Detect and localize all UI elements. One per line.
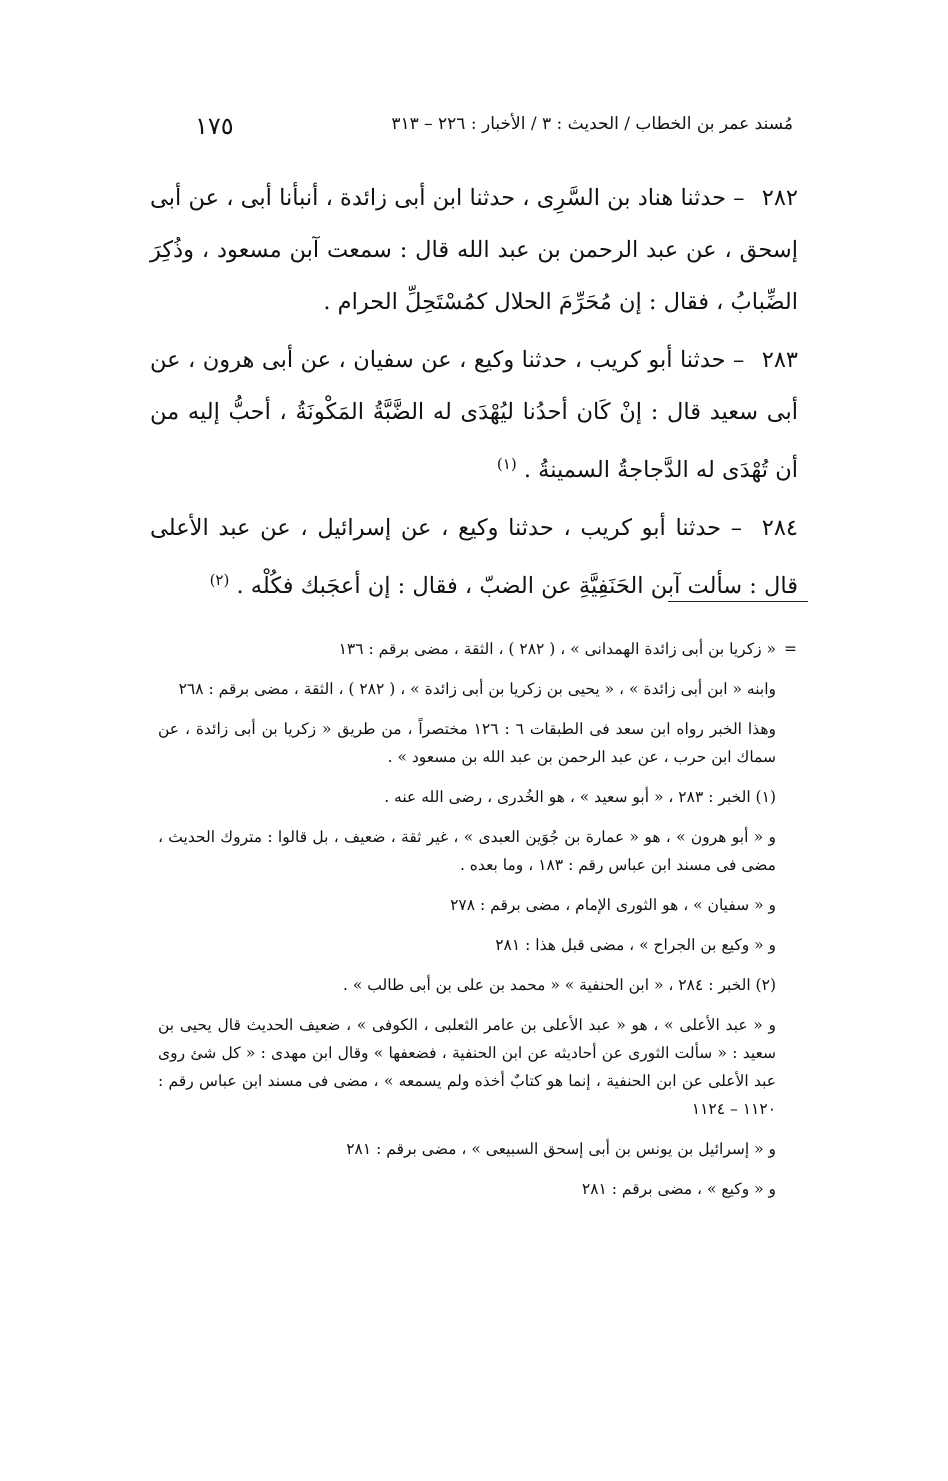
footnote-line: (٢) الخبر : ٢٨٤ ، « ابن الحنفية » « محمد بن على بن أبى طالب » . (343, 976, 776, 994)
footnote-marker: (٢) (209, 571, 230, 589)
hadith-283 (150, 334, 798, 496)
hadith-text: حدثنا أبو كريب ، حدثنا وكيع ، عن إسرائيل ، عن عبد الأعلى قال : سألت آبن الحَنَفِيَّةِ عن الضبّ ، فقال : إن أعجَبك فكُلْه . (150, 515, 798, 599)
footnote-line: وابنه « ابن أبى زائدة » ، « يحيى بن زكريا بن أبى زائدة » ، ( ٢٨٢ ) ، الثقة ، مضى برقم : ٢٦٨ (178, 680, 776, 698)
hadith-number: ٢٨٢ (761, 185, 799, 211)
footnote-line: و « وكيع » ، مضى برقم : ٢٨١ (581, 1180, 776, 1198)
footnote-line: و « إسرائيل بن يونس بن أبى إسحق السبيعى » ، مضى برقم : ٢٨١ (346, 1140, 776, 1158)
footnote-line: و « أبو هرون » ، هو « عمارة بن جُوَين العبدى » ، غير ثقة ، ضعيف ، بل قالوا : متروك الحديث ، مضى فى مسند ابن عباس رقم : ١٨٣ ، وما بعده . (158, 828, 776, 874)
footnote-line: و « عبد الأعلى » ، هو « عبد الأعلى بن عامر الثعلبى ، الكوفى » ، ضعيف الحديث قال يحيى بن سعيد : « سألت الثورى عن أحاديثه عن ابن الحنفية ، فضعفها » وقال ابن مهدى : « كل شئ روى عبد الأعلى عن ابن الحنفية ، إنما هو كتابٌ أخذه ولم يسمعه » ، مضى فى مسند ابن عباس رقم : ١١٢٠ – ١١٢٤ (158, 1016, 777, 1118)
hadith-number: ٢٨٣ (761, 347, 798, 373)
footnote-line: وهذا الخبر رواه ابن سعد فى الطبقات ٦ : ١٢٦ مختصراً ، من طريق « زكريا بن أبى زائدة ، عن سماك ابن حرب ، عن عبد الرحمن بن عبد الله بن مسعود » . (158, 720, 776, 766)
hadith-282 (150, 172, 798, 328)
footnote-line: و « وكيع بن الجراح » ، مضى قبل هذا : ٢٨١ (495, 936, 776, 954)
footnote-separator (668, 601, 808, 602)
page-number: ١٧٥ (195, 112, 234, 140)
footnote-line: (١) الخبر : ٢٨٣ ، « أبو سعيد » ، هو الخُدرى ، رضى الله عنه . (384, 788, 776, 806)
page-header (195, 112, 793, 142)
continuation-mark: = (784, 640, 797, 658)
hadith-text: حدثنا أبو كريب ، حدثنا وكيع ، عن سفيان ، عن أبى هرون ، عن أبى سعيد قال : إنْ كَان أحدُنا ليُهْدَى له الضَّبَّةُ المَكْونَةُ ، أحبُّ إليه من أن تُهْدَى له الدَّجاجةُ السمينةُ . (150, 347, 798, 483)
footnote-line: و « سفيان » ، هو الثورى الإمام ، مضى برقم : ٢٧٨ (450, 896, 776, 914)
footnote-line (158, 635, 798, 663)
hadith-number: ٢٨٤ (761, 515, 798, 541)
hadith-text: حدثنا هناد بن السَّرِى ، حدثنا ابن أبى زائدة ، أنبأنا أبى ، عن أبى إسحق ، عن عبد الرحمن بن عبد الله قال : سمعت آبن مسعود ، وذُكِرَ الضِّبابُ ، فقال : إن مُحَرِّمَ الحلال كمُسْتَحِلِّ الحرام . (150, 185, 798, 315)
running-title: مُسند عمر بن الخطاب / الحديث : ٣ / الأخبار : ٢٢٦ – ٣١٣ (391, 114, 793, 134)
hadith-dash: – (730, 515, 743, 541)
main-text (150, 172, 798, 618)
footnote-marker: (١) (496, 455, 517, 473)
hadith-dash: – (733, 185, 745, 211)
hadith-284 (150, 502, 798, 612)
footnotes (158, 635, 798, 1215)
hadith-dash: – (733, 347, 745, 373)
footnote-text: « زكريا بن أبى زائدة الهمدانى » ، ( ٢٨٢ ) ، الثقة ، مضى برقم : ١٣٦ (338, 640, 776, 658)
